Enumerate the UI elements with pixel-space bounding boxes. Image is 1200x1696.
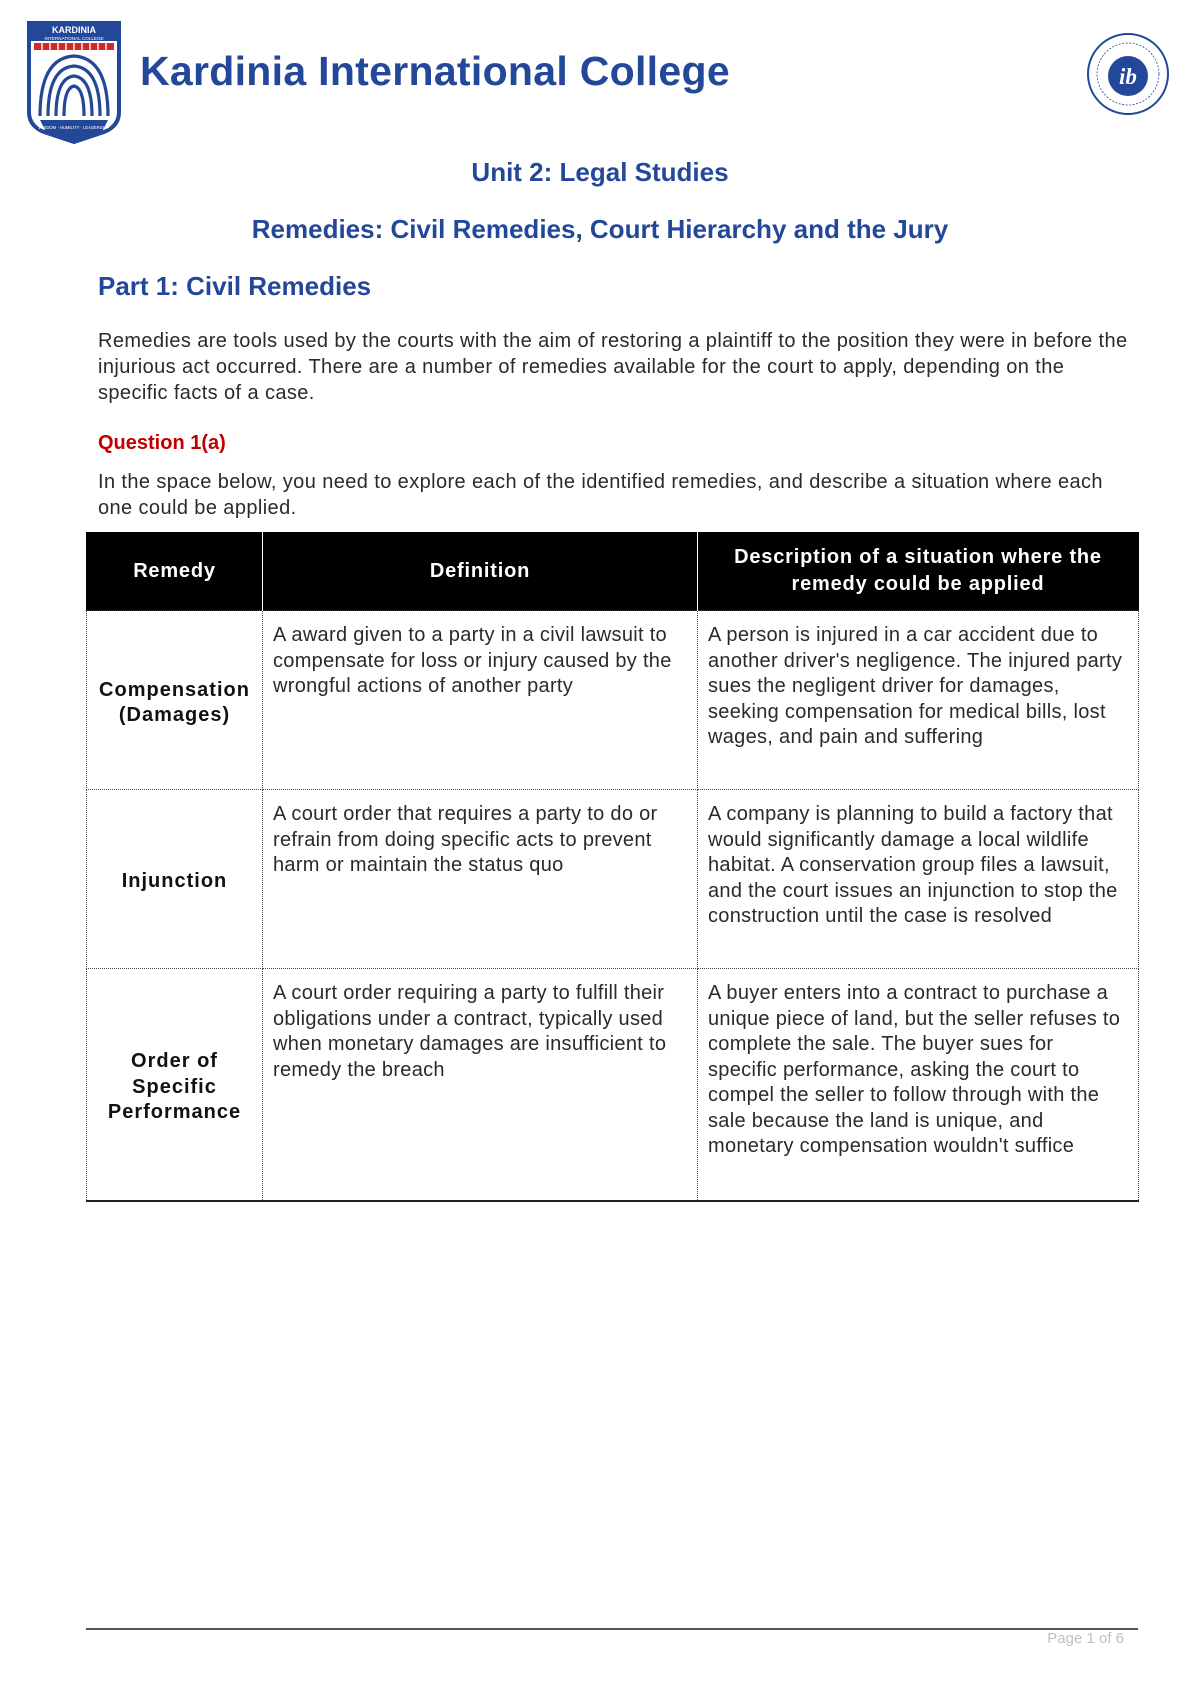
definition-cell: A award given to a party in a civil lawsuit to compensate for loss or injury caused by the wrongful actions of another party	[263, 611, 698, 790]
header-remedy: Remedy	[87, 532, 263, 611]
definition-cell: A court order requiring a party to fulfill their obligations under a contract, typically used when monetary damages are insufficient to remedy the breach	[263, 969, 698, 1202]
description-cell: A buyer enters into a contract to purchase a unique piece of land, but the seller refuses to complete the sale. The buyer sues for specific performance, asking the court to compel the seller to follow through with the sale because the land is unique, and monetary compensation wouldn't suffice	[698, 969, 1139, 1202]
footer-divider	[86, 1628, 1138, 1630]
header-definition: Definition	[263, 532, 698, 611]
intro-paragraph: Remedies are tools used by the courts with the aim of restoring a plaintiff to the position they were in before the injurious act occurred. There are a number of remedies available for the court to apply, depending on the specific facts of a case.	[98, 330, 1128, 404]
question-text: In the space below, you need to explore each of the identified remedies, and describe a situation where each one could be applied.	[98, 471, 1103, 519]
college-name: Kardinia International College	[140, 48, 730, 94]
unit-title: Unit 2: Legal Studies	[471, 157, 729, 187]
remedy-name-cell: Injunction	[87, 790, 263, 969]
part-heading: Part 1: Civil Remedies	[98, 271, 372, 301]
table-row	[87, 611, 1139, 790]
table-row	[87, 969, 1139, 1202]
table-header-row	[87, 532, 1139, 611]
table-row	[87, 790, 1139, 969]
logo-subtext: INTERNATIONAL COLLEGE	[44, 36, 104, 41]
description-cell: A company is planning to build a factory that would significantly damage a local wildlife habitat. A conservation group files a lawsuit, and the court issues an injunction to stop the construction until the case is resolved	[698, 790, 1139, 969]
logo-motto: WISDOM · HUMILITY · LEADERSHIP	[38, 125, 110, 130]
logo-text: KARDINIA	[52, 25, 96, 35]
description-cell: A person is injured in a car accident due to another driver's negligence. The injured party sues the negligent driver for damages, seeking compensation for medical bills, lost wages, and pain and suffering	[698, 611, 1139, 790]
college-shield-logo	[26, 20, 122, 144]
page-number: Page 1 of 6	[1047, 1630, 1124, 1647]
remedy-name-cell: Compensation (Damages)	[87, 611, 263, 790]
question-label: Question 1(a)	[98, 432, 226, 454]
ib-text: ib	[1119, 64, 1137, 89]
ib-world-school-logo	[1086, 32, 1170, 116]
document-subtitle: Remedies: Civil Remedies, Court Hierarchy and the Jury	[251, 214, 949, 244]
definition-cell: A court order that requires a party to do or refrain from doing specific acts to prevent harm or maintain the status quo	[263, 790, 698, 969]
header-description: Description of a situation where the remedy could be applied	[698, 532, 1139, 611]
remedies-table	[86, 532, 1139, 1202]
remedy-name-cell: Order of Specific Performance	[87, 969, 263, 1202]
